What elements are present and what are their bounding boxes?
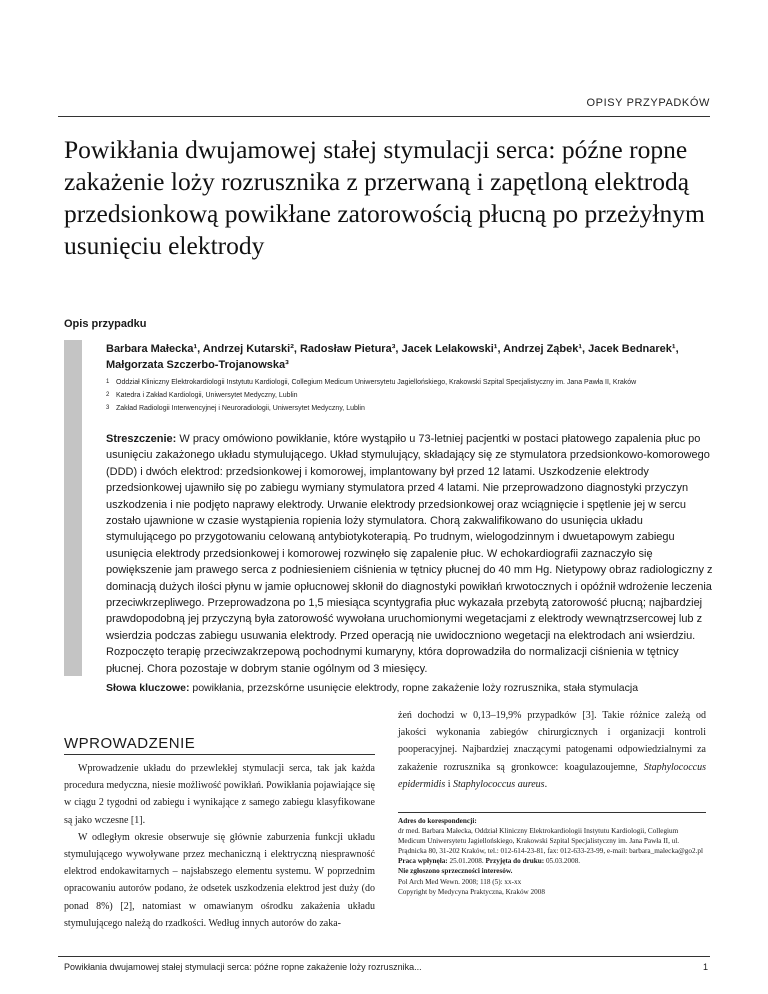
accepted-label: Przyjęta do druku: <box>485 857 545 866</box>
author-list: Barbara Małecka¹, Andrzej Kutarski², Radosław Pietura³, Jacek Lelakowski¹, Andrzej Ząbek¹, Jacek Bednarek¹, Małgorzata Szczerbo-Trojanowska³ <box>106 343 679 371</box>
correspondence-rule <box>398 812 706 813</box>
intro-heading: WPROWADZENIE <box>64 735 196 752</box>
keywords <box>106 681 716 696</box>
correspondence-label: Adres do korespondencji: <box>398 817 477 825</box>
copyright: Copyright by Medycyna Praktyczna, Kraków 2008 <box>398 887 545 896</box>
keywords-text: powikłania, przezskórne usunięcie elektrody, ropne zakażenie loży rozrusznika, stała stymulacja <box>192 682 639 694</box>
keywords-label: Słowa kluczowe: <box>106 682 190 694</box>
intro-paragraph-1: Wprowadzenie układu do przewlekłej stymulacji serca, tak jak każda procedura medyczna, niesie możliwość powikłań. Powikłania pojawiające się w ciągu 2 tygodni od zabiegu i wynikające z samego zabiegu klasyfikowane są jako wczesne [1]. <box>64 763 375 826</box>
affiliations <box>106 378 716 417</box>
organism-name-2: Staphylococcus aureus <box>453 778 545 790</box>
intro-heading-rule <box>64 754 375 755</box>
abstract-text: W pracy omówiono powikłanie, które wystąpiło u 73-letniej pacjentki w postaci płatowego zapalenia płuc po usunięciu zakażonego układu stymulującego. Układ stymulujący, składający się ze stymulatora przedsionkowo-komorowego (DDD) i dwóch elektrod: przedsionkowej i komorowej, implantowany był przed 12 latami. Uszkodzenie elektrody przedsionkowej ujawniło się po zabiegu wymiany stymulatora przed 4 latami. Nie przeprowadzono diagnostyki przyczyn uszkodzenia i nie podjęto naprawy elektrody. Urwanie elektrody przedsionkowej oraz wciągnięcie i spętlenie jej w sercu zostało ujawnione w czasie wystąpienia ropienia loży stymulatora. Chorą zakwalifikowano do usunięcia układu stymulującego po przygotowaniu celowaną antybiotykoterapią. Po trudnym, wielogodzinnym i dwuetapowym zabiegu usunięcia elektrody przedsionkowej i komorowej rozwinęło się zapalenie płuc. W echokardiografii zaznaczyło się powiększenie jam prawego serca z podniesieniem ciśnienia w tętnicy płucnej do 40 mm Hg. Nietypowy obraz radiologiczny z dominacją dużych ilości płynu w jamie opłucnowej skłonił do diagnostyki powikłań krwotocznych i opóźnił wdrożenie leczenia przeciwkrzepliwego. Przeprowadzona po 1,5 miesiąca scyntygrafia płuc wykazała przebytą zatorowość płucną; najbardziej prawdopodobną jej przyczyną była zatorowość wywołana uruchomionymi wegetacjami z elektrody wewnątrzsercowej lub z wsierdzia podczas zabiegu usuwania elektrody. Przed operacją nie uwidoczniono wegetacji na elektrodach ani wsierdziu. Rozpoczęto terapię przeciwzakrzepową pochodnymi kumaryny, która doprowadziła do normalizacji ciśnienia w tętnicy płucnej. Chora pozostaje w dobrym stanie ogólnym od 3 miesięcy. <box>106 433 713 675</box>
citation: Pol Arch Med Wewn. 2008; 118 (5): xx-xx <box>398 877 522 886</box>
left-column <box>64 760 375 932</box>
affiliation-number: 1 <box>106 379 110 385</box>
correspondence-address: dr med. Barbara Małecka, Oddział Kliniczny Elektrokardiologii Instytutu Kardiologii, Collegium Medicum Uniwersytetu Jagiellońskiego, Krakowski Szpital Specjalistyczny im. Jana Pawła II, ul. Prądnicka 80, 31-202 Kraków, tel.: 012-614-23-81, fax: 012-633-23-99, e-mail: barbara_malecka@go2.pl <box>398 827 703 856</box>
organism-name-1: Staphylococcus epidermidis <box>398 761 706 790</box>
dates-line <box>398 856 706 866</box>
continued-text: żeń dochodzi w 0,13–19,9% przypadków [3]. Takie różnice zależą od jakości wykonania zabiegów chirurgicznych i organizacji kontroli pooperacyjnej. Najbardziej znaczącymi patogenami odpowiedzialnymi za zakażenie rozrusznika są gronkowce: koagulazoujemne, <box>398 710 706 773</box>
received-date: 25.01.2008. <box>449 857 484 866</box>
conflict-statement: Nie zgłoszono sprzeczności interesów. <box>398 867 513 876</box>
header-rule <box>58 116 710 117</box>
affiliation-number: 3 <box>106 405 110 411</box>
correspondence-box <box>398 816 706 897</box>
footer-rule <box>58 956 710 957</box>
abstract-label: Streszczenie: <box>106 433 177 445</box>
conjunction: i <box>447 778 451 790</box>
sentence-end: . <box>544 778 548 790</box>
article-type: Opis przypadku <box>64 318 147 330</box>
affiliation-number: 2 <box>106 392 110 398</box>
accepted-date: 05.03.2008. <box>545 857 581 866</box>
received-label: Praca wpłynęła: <box>398 857 448 866</box>
article-title: Powikłania dwujamowej stałej stymulacji serca: późne ropne zakażenie loży rozrusznika z przerwaną i zapętloną elektrodą przedsionkową powikłane zatorowością płucną po przeżyłnym usunięciu elektrody <box>64 135 705 260</box>
abstract-side-bar <box>64 340 82 676</box>
abstract <box>106 431 714 677</box>
affiliation-text: Katedra i Zakład Kardiologii, Uniwersytet Medyczny, Lublin <box>116 392 298 399</box>
intro-paragraph-continued <box>398 707 706 793</box>
page-number: 1 <box>702 962 708 972</box>
intro-paragraph-2: W odległym okresie obserwuje się głównie zaburzenia funkcji układu stymulującego wywoływane przez mechaniczną i elektryczną niesprawność elektrod endokawitarnych – najsłabszego elementu systemu. W poprzednim opracowaniu autorów podano, że odsetek uszkodzenia elektrod jest duży (do ponad 8%) [2], natomiast w omawianym ośrodku zakażenia układu stymulującego należą do rzadkości. Według innych autorów do zaka- <box>64 831 375 929</box>
affiliation-2 <box>106 391 716 401</box>
affiliation-text: Zakład Radiologii Interwencyjnej i Neuroradiologii, Uniwersytet Medyczny, Lublin <box>116 405 365 412</box>
affiliation-text: Oddział Kliniczny Elektrokardiologii Instytutu Kardiologii, Collegium Medicum Uniwersytetu Jagiellońskiego, Krakowski Szpital Specjalistyczny im. Jana Pawła II, Kraków <box>116 379 637 386</box>
affiliation-1 <box>106 378 716 388</box>
section-label: OPISY PRZYPADKÓW <box>586 97 710 109</box>
running-title: Powikłania dwujamowej stałej stymulacji serca: późne ropne zakażenie loży rozrusznika... <box>64 962 422 972</box>
affiliation-3 <box>106 404 716 414</box>
right-column <box>398 707 706 793</box>
